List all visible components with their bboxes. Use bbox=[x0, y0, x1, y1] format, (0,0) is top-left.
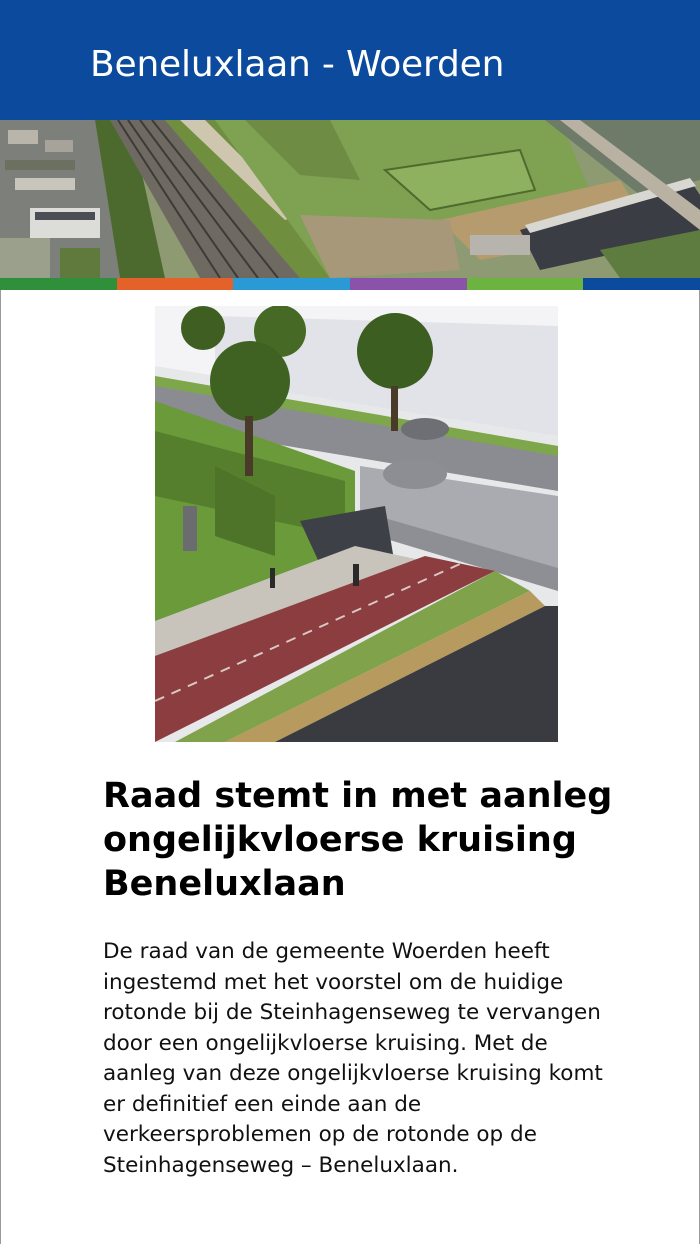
article-body: De raad van de gemeente Woerden heeft ingestemd met het voorstel om de huidige rotonde bij de Steinhagenseweg te vervangen door een ongelijkvloerse kruising. Met de aanleg van deze ongelijkvloerse kruising komt er definitief een einde aan de verkeersproblemen op de rotonde op de Steinhagenseweg – Beneluxlaan. bbox=[103, 939, 603, 1178]
stripe-segment-cyan bbox=[233, 278, 350, 290]
header-title: Beneluxlaan - Woerden bbox=[90, 44, 505, 85]
underpass-render-image[interactable] bbox=[155, 306, 558, 742]
stripe-segment-green bbox=[0, 278, 117, 290]
article-headline: Raad stemt in met aanleg ongelijkvloerse kruising Beneluxlaan bbox=[103, 776, 613, 904]
stripe-segment-purple bbox=[350, 278, 467, 290]
stripe-segment-orange bbox=[117, 278, 234, 290]
aerial-banner-image bbox=[0, 120, 700, 278]
brand-color-stripe bbox=[0, 278, 700, 290]
header-bar bbox=[0, 0, 700, 120]
stripe-segment-blue bbox=[583, 278, 700, 290]
stripe-segment-lightgreen bbox=[467, 278, 584, 290]
